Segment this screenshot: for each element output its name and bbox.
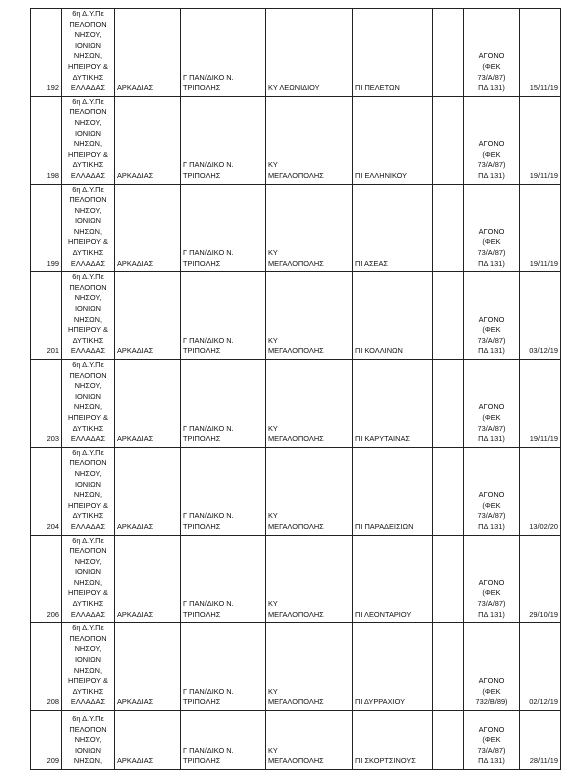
health-center-cell: [266, 184, 353, 272]
prefecture: ΑΡΚΑΔΙΑΣ: [117, 434, 154, 444]
health-center: ΚΥ ΛΕΩΝΙΔΙΟΥ: [268, 83, 320, 93]
status-law-cell: [464, 272, 520, 360]
prefecture: ΑΡΚΑΔΙΑΣ: [117, 756, 154, 766]
hospital-cell: [181, 447, 266, 535]
hospital-cell: [181, 711, 266, 770]
health-center: ΚΥ ΜΕΓΑΛΟΠΟΛΗΣ: [268, 599, 324, 619]
status-law: ΑΓΟΝΟ (ΦΕΚ 73/Α/87) ΠΔ 131): [477, 577, 506, 619]
regional-clinic: ΠΙ ΕΛΛΗΝΙΚΟΥ: [355, 170, 408, 180]
empty-cell-cell: [433, 96, 464, 184]
prefecture-cell: [115, 711, 181, 770]
regional-clinic-cell: [353, 96, 433, 184]
row-number-cell: [31, 447, 62, 535]
row-number-cell: [31, 360, 62, 448]
prefecture: ΑΡΚΑΔΙΑΣ: [117, 697, 154, 707]
table-row: [31, 272, 561, 360]
status-law: ΑΓΟΝΟ (ΦΕΚ 73/Α/87) ΠΔ 131): [477, 139, 506, 180]
health-region-cell: [62, 535, 115, 623]
hospital: Γ ΠΑΝ/ΔΙΚΟ Ν. ΤΡΙΠΟΛΗΣ: [183, 248, 234, 268]
health-center-cell: [266, 711, 353, 770]
date-cell: [520, 623, 561, 711]
health-region-cell: [62, 623, 115, 711]
empty-cell-cell: [433, 184, 464, 272]
status-law-cell: [464, 447, 520, 535]
row-number: 198: [46, 170, 59, 180]
table-row: [31, 535, 561, 623]
row-number-cell: [31, 96, 62, 184]
empty-cell-cell: [433, 360, 464, 448]
prefecture-cell: [115, 360, 181, 448]
regional-clinic: ΠΙ ΣΚΟΡΤΣΙΝΟΥΣ: [355, 756, 416, 766]
empty-cell-cell: [433, 272, 464, 360]
status-law-cell: [464, 96, 520, 184]
date-cell: [520, 535, 561, 623]
hospital-cell: [181, 9, 266, 97]
row-number-cell: [31, 184, 62, 272]
health-center-cell: [266, 623, 353, 711]
hospital-cell: [181, 96, 266, 184]
date: 15/11/19: [529, 83, 558, 93]
health-center: ΚΥ ΜΕΓΑΛΟΠΟΛΗΣ: [268, 511, 324, 531]
empty-cell-cell: [433, 535, 464, 623]
health-center: ΚΥ ΜΕΓΑΛΟΠΟΛΗΣ: [268, 335, 324, 356]
table-row: [31, 184, 561, 272]
health-center-cell: [266, 9, 353, 97]
table-row: [31, 96, 561, 184]
empty-cell-cell: [433, 623, 464, 711]
hospital: Γ ΠΑΝ/ΔΙΚΟ Ν. ΤΡΙΠΟΛΗΣ: [183, 423, 234, 444]
row-number-cell: [31, 535, 62, 623]
table-row: [31, 447, 561, 535]
regional-clinic-cell: [353, 184, 433, 272]
status-law: ΑΓΟΝΟ (ΦΕΚ 73/Α/87) ΠΔ 131): [477, 402, 506, 444]
hospital: Γ ΠΑΝ/ΔΙΚΟ Ν. ΤΡΙΠΟΛΗΣ: [183, 160, 234, 180]
prefecture: ΑΡΚΑΔΙΑΣ: [117, 346, 154, 356]
prefecture: ΑΡΚΑΔΙΑΣ: [117, 521, 154, 531]
row-number: 201: [46, 346, 59, 356]
regional-clinic-cell: [353, 711, 433, 770]
health-center-cell: [266, 96, 353, 184]
hospital-cell: [181, 623, 266, 711]
status-law-cell: [464, 711, 520, 770]
status-law-cell: [464, 360, 520, 448]
hospital: Γ ΠΑΝ/ΔΙΚΟ Ν. ΤΡΙΠΟΛΗΣ: [183, 686, 234, 707]
health-center-cell: [266, 360, 353, 448]
hospital: Γ ΠΑΝ/ΔΙΚΟ Ν. ΤΡΙΠΟΛΗΣ: [183, 72, 234, 93]
health-center: ΚΥ ΜΕΓΑΛΟΠΟΛΗΣ: [268, 686, 324, 707]
health-center: ΚΥ ΜΕΓΑΛΟΠΟΛΗΣ: [268, 423, 324, 444]
status-law: ΑΓΟΝΟ (ΦΕΚ 732/Β/89): [475, 676, 508, 707]
health-center-cell: [266, 447, 353, 535]
date: 28/11/19: [529, 756, 558, 766]
regional-clinic-cell: [353, 535, 433, 623]
date: 19/11/19: [529, 258, 558, 268]
date-cell: [520, 360, 561, 448]
regional-clinic: ΠΙ ΚΑΡΥΤΑΙΝΑΣ: [355, 434, 410, 444]
prefecture-cell: [115, 447, 181, 535]
row-number: 206: [46, 609, 59, 619]
prefecture: ΑΡΚΑΔΙΑΣ: [117, 170, 154, 180]
regional-clinic-cell: [353, 360, 433, 448]
health-region-cell: [62, 9, 115, 97]
regional-clinic: ΠΙ ΚΟΛΛΙΝΩΝ: [355, 346, 403, 356]
status-law: ΑΓΟΝΟ (ΦΕΚ 73/Α/87) ΠΔ 131): [477, 490, 506, 531]
health-region: 6η Δ.Υ.Πε ΠΕΛΟΠΟΝ ΝΗΣΟΥ, ΙΟΝΙΩΝ ΝΗΣΩΝ, ΗΠΕΙΡΟΥ & ΔΥΤΙΚΗΣ ΕΛΛΑΔΑΣ: [68, 272, 108, 356]
row-number: 204: [46, 521, 59, 531]
health-center-cell: [266, 272, 353, 360]
table-row: [31, 360, 561, 448]
hospital: Γ ΠΑΝ/ΔΙΚΟ Ν. ΤΡΙΠΟΛΗΣ: [183, 599, 234, 619]
empty-cell-cell: [433, 447, 464, 535]
status-law-cell: [464, 535, 520, 623]
prefecture-cell: [115, 184, 181, 272]
date-cell: [520, 447, 561, 535]
prefecture: ΑΡΚΑΔΙΑΣ: [117, 83, 154, 93]
regional-clinic-cell: [353, 272, 433, 360]
regional-clinic: ΠΙ ΠΕΛΕΤΩΝ: [355, 83, 400, 93]
regional-clinic-cell: [353, 623, 433, 711]
table-row: [31, 9, 561, 97]
status-law: ΑΓΟΝΟ (ΦΕΚ 73/Α/87) ΠΔ 131): [477, 314, 506, 356]
table-body: [31, 9, 561, 770]
hospital-cell: [181, 535, 266, 623]
health-region: 6η Δ.Υ.Πε ΠΕΛΟΠΟΝ ΝΗΣΟΥ, ΙΟΝΙΩΝ ΝΗΣΩΝ, ΗΠΕΙΡΟΥ & ΔΥΤΙΚΗΣ ΕΛΛΑΔΑΣ: [68, 447, 108, 531]
row-number: 209: [46, 756, 59, 766]
health-region: 6η Δ.Υ.Πε ΠΕΛΟΠΟΝ ΝΗΣΟΥ, ΙΟΝΙΩΝ ΝΗΣΩΝ, ΗΠΕΙΡΟΥ & ΔΥΤΙΚΗΣ ΕΛΛΑΔΑΣ: [68, 184, 108, 268]
date-cell: [520, 96, 561, 184]
row-number: 208: [46, 697, 59, 707]
health-region: 6η Δ.Υ.Πε ΠΕΛΟΠΟΝ ΝΗΣΟΥ, ΙΟΝΙΩΝ ΝΗΣΩΝ, ΗΠΕΙΡΟΥ & ΔΥΤΙΚΗΣ ΕΛΛΑΔΑΣ: [68, 360, 108, 444]
hospital: Γ ΠΑΝ/ΔΙΚΟ Ν. ΤΡΙΠΟΛΗΣ: [183, 745, 234, 766]
health-region: 6η Δ.Υ.Πε ΠΕΛΟΠΟΝ ΝΗΣΟΥ, ΙΟΝΙΩΝ ΝΗΣΩΝ, ΗΠΕΙΡΟΥ & ΔΥΤΙΚΗΣ ΕΛΛΑΔΑΣ: [68, 96, 108, 180]
date-cell: [520, 272, 561, 360]
hospital: Γ ΠΑΝ/ΔΙΚΟ Ν. ΤΡΙΠΟΛΗΣ: [183, 335, 234, 356]
date: 03/12/19: [529, 346, 558, 356]
date: 13/02/20: [529, 521, 558, 531]
health-region-cell: [62, 447, 115, 535]
health-center: ΚΥ ΜΕΓΑΛΟΠΟΛΗΣ: [268, 745, 324, 766]
prefecture-cell: [115, 96, 181, 184]
table-row: [31, 623, 561, 711]
date: 02/12/19: [529, 697, 558, 707]
status-law-cell: [464, 184, 520, 272]
health-region-cell: [62, 360, 115, 448]
table-row: [31, 711, 561, 770]
prefecture-cell: [115, 9, 181, 97]
prefecture: ΑΡΚΑΔΙΑΣ: [117, 609, 154, 619]
clinics-table: [30, 8, 561, 770]
health-region-cell: [62, 184, 115, 272]
health-center-cell: [266, 535, 353, 623]
health-region-cell: [62, 711, 115, 770]
regional-clinic: ΠΙ ΑΣΕΑΣ: [355, 258, 388, 268]
health-region-cell: [62, 96, 115, 184]
date-cell: [520, 711, 561, 770]
row-number-cell: [31, 623, 62, 711]
regional-clinic: ΠΙ ΠΑΡΑΔΕΙΣΙΩΝ: [355, 521, 414, 531]
status-law-cell: [464, 9, 520, 97]
date: 29/10/19: [529, 609, 558, 619]
health-region: 6η Δ.Υ.Πε ΠΕΛΟΠΟΝ ΝΗΣΟΥ, ΙΟΝΙΩΝ ΝΗΣΩΝ, ΗΠΕΙΡΟΥ & ΔΥΤΙΚΗΣ ΕΛΛΑΔΑΣ: [68, 535, 108, 619]
prefecture: ΑΡΚΑΔΙΑΣ: [117, 258, 154, 268]
date: 19/11/19: [529, 434, 558, 444]
hospital-cell: [181, 360, 266, 448]
row-number-cell: [31, 711, 62, 770]
status-law: ΑΓΟΝΟ (ΦΕΚ 73/Α/87) ΠΔ 131): [477, 51, 506, 93]
empty-cell-cell: [433, 711, 464, 770]
status-law-cell: [464, 623, 520, 711]
prefecture-cell: [115, 535, 181, 623]
row-number-cell: [31, 9, 62, 97]
health-region-cell: [62, 272, 115, 360]
health-region: 6η Δ.Υ.Πε ΠΕΛΟΠΟΝ ΝΗΣΟΥ, ΙΟΝΙΩΝ ΝΗΣΩΝ, ΗΠΕΙΡΟΥ & ΔΥΤΙΚΗΣ ΕΛΛΑΔΑΣ: [68, 9, 108, 93]
regional-clinic-cell: [353, 447, 433, 535]
date-cell: [520, 184, 561, 272]
row-number: 192: [46, 83, 59, 93]
health-center: ΚΥ ΜΕΓΑΛΟΠΟΛΗΣ: [268, 248, 324, 268]
regional-clinic-cell: [353, 9, 433, 97]
health-center: ΚΥ ΜΕΓΑΛΟΠΟΛΗΣ: [268, 160, 324, 180]
hospital-cell: [181, 184, 266, 272]
hospital: Γ ΠΑΝ/ΔΙΚΟ Ν. ΤΡΙΠΟΛΗΣ: [183, 511, 234, 531]
empty-cell-cell: [433, 9, 464, 97]
prefecture-cell: [115, 623, 181, 711]
status-law: ΑΓΟΝΟ (ΦΕΚ 73/Α/87) ΠΔ 131): [477, 226, 506, 268]
row-number: 203: [46, 434, 59, 444]
status-law: ΑΓΟΝΟ (ΦΕΚ 73/Α/87) ΠΔ 131): [477, 724, 506, 766]
prefecture-cell: [115, 272, 181, 360]
regional-clinic: ΠΙ ΛΕΟΝΤΑΡΙΟΥ: [355, 609, 412, 619]
hospital-cell: [181, 272, 266, 360]
regional-clinic: ΠΙ ΔΥΡΡΑΧΙΟΥ: [355, 697, 406, 707]
health-region: 6η Δ.Υ.Πε ΠΕΛΟΠΟΝ ΝΗΣΟΥ, ΙΟΝΙΩΝ ΝΗΣΩΝ, ΗΠΕΙΡΟΥ & ΔΥΤΙΚΗΣ ΕΛΛΑΔΑΣ: [68, 623, 108, 707]
row-number: 199: [46, 258, 59, 268]
date-cell: [520, 9, 561, 97]
row-number-cell: [31, 272, 62, 360]
health-region: 6η Δ.Υ.Πε ΠΕΛΟΠΟΝ ΝΗΣΟΥ, ΙΟΝΙΩΝ ΝΗΣΩΝ,: [69, 714, 107, 766]
date: 19/11/19: [529, 170, 558, 180]
